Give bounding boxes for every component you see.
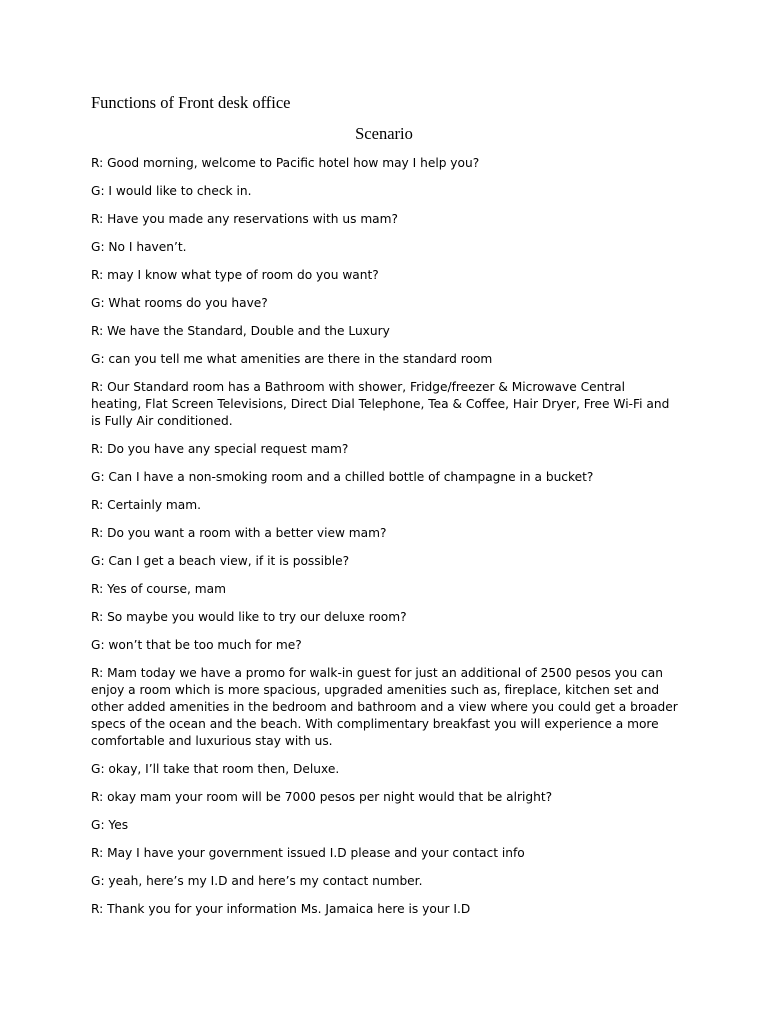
- dialogue-line: G: can you tell me what amenities are there in the standard room: [91, 352, 493, 366]
- dialogue-line: G: What rooms do you have?: [91, 296, 268, 310]
- dialogue-line: G: yeah, here’s my I.D and here’s my contact number.: [91, 874, 423, 888]
- dialogue-line: R: May I have your government issued I.D please and your contact info: [91, 846, 525, 860]
- document-subtitle: Scenario: [355, 124, 413, 143]
- dialogue-line: R: Certainly mam.: [91, 498, 202, 512]
- dialogue-line: R: So maybe you would like to try our deluxe room?: [91, 610, 407, 624]
- dialogue-line: R: We have the Standard, Double and the Luxury: [91, 324, 390, 338]
- dialogue-line: G: Yes: [91, 818, 129, 832]
- dialogue-line: G: okay, I’ll take that room then, Deluxe.: [91, 762, 340, 776]
- dialogue-line: R: Mam today we have a promo for walk-in guest for just an additional of 2500 pesos you can enjoy a room which is more spacious, upgraded amenities such as, fireplace, kitchen set and other added amenities in the bedroom and bathroom and a view where you could get a broader specs of the ocean and the beach. With complimentary breakfast you will experience a more comfortable and luxurious stay with us.: [91, 666, 678, 748]
- dialogue-line: G: won’t that be too much for me?: [91, 638, 302, 652]
- dialogue-line: R: Do you have any special request mam?: [91, 442, 349, 456]
- dialogue-line: G: I would like to check in.: [91, 184, 252, 198]
- dialogue-line: R: Yes of course, mam: [91, 582, 226, 596]
- document-title: Functions of Front desk office: [91, 93, 291, 112]
- dialogue-list: [91, 155, 679, 929]
- dialogue-line: G: Can I have a non-smoking room and a chilled bottle of champagne in a bucket?: [91, 470, 594, 484]
- dialogue-line: R: may I know what type of room do you want?: [91, 268, 379, 282]
- dialogue-line: R: Our Standard room has a Bathroom with shower, Fridge/freezer & Microwave Central heating, Flat Screen Televisions, Direct Dial Telephone, Tea & Coffee, Hair Dryer, Free Wi-Fi and is Fully Air conditioned.: [91, 380, 670, 428]
- dialogue-line: R: Do you want a room with a better view mam?: [91, 526, 387, 540]
- dialogue-line: R: Have you made any reservations with us mam?: [91, 212, 398, 226]
- dialogue-line: R: Thank you for your information Ms. Jamaica here is your I.D: [91, 902, 471, 916]
- dialogue-line: G: No I haven’t.: [91, 240, 187, 254]
- dialogue-line: R: okay mam your room will be 7000 pesos per night would that be alright?: [91, 790, 553, 804]
- dialogue-line: R: Good morning, welcome to Pacific hotel how may I help you?: [91, 156, 480, 170]
- dialogue-line: G: Can I get a beach view, if it is possible?: [91, 554, 350, 568]
